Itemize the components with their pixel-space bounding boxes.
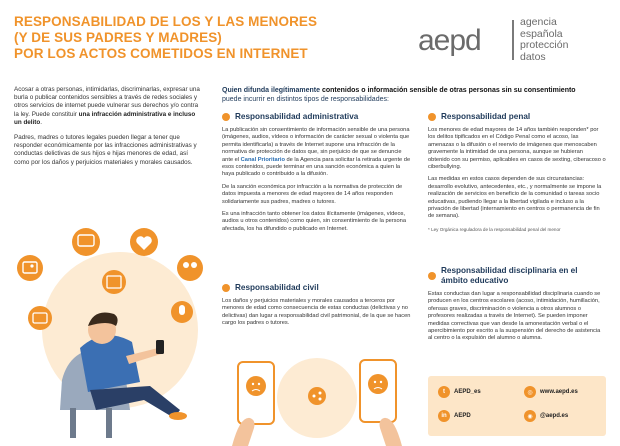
teen-with-phone-illustration	[10, 180, 210, 440]
linkedin-link[interactable]: in AEPD	[438, 410, 471, 422]
civil-section	[222, 283, 412, 333]
website-link[interactable]: ◎ www.aepd.es	[524, 386, 578, 398]
sad-face-icon	[246, 376, 266, 396]
logo-divider	[512, 20, 514, 60]
intro-paragraph-1: Acosar a otras personas, intimidarlas, discriminarlas, expresar una burla o publicar contenidos sensibles a través de redes sociales y otros servicios de internet puede vulnerar sus derechos y/o contra la ley. Puede constituir una infracción administrativa e incluso un delito.	[14, 86, 200, 126]
title-line-1: RESPONSABILIDAD DE LOS Y LAS MENORES	[14, 14, 318, 29]
logo-sub-line: datos	[520, 50, 546, 63]
logo-sub-line: protección	[520, 39, 569, 51]
phone	[156, 340, 164, 354]
video-icon	[102, 270, 126, 294]
logo-sub-line: española	[520, 27, 563, 40]
bullet-dot-icon	[428, 113, 436, 121]
message-icon	[72, 228, 100, 256]
title-line-2: (Y DE SUS PADRES Y MADRES)	[14, 30, 222, 45]
admin-title: Responsabilidad administrativa	[222, 112, 412, 122]
penal-title: Responsabilidad penal	[428, 112, 606, 122]
intro-paragraph-2: Padres, madres o tutores legales pueden llegar a tener que responder económicamente por las infracciones administrativas y conductas delictivas de sus hijos e hijas menores de edad, así como por los daños y perjuicios materiales y morales causados.	[14, 134, 197, 166]
twitter-link[interactable]: t AEPD_es	[438, 386, 481, 398]
share-icon	[308, 387, 326, 405]
admin-paragraph-1: La publicación sin consentimiento de información sensible de una persona (imágenes, audios, vídeos o información de carácter sexual o violenta que permita identificarla) a través de Internet supone una infracción de la normativa de protección de datos que, sin perjuicio de que se denuncie ante el Canal Prioritario de la Agencia para solicitar la retirada urgente de esos contenidos, puede terminar en una sanción económica a quien la haya publicado o contribuido a la difusión.	[222, 127, 411, 178]
disciplinary-title: Responsabilidad disciplinaria en el ámbito educativo	[428, 266, 606, 286]
penal-footnote: * Ley Orgánica reguladora de la responsabilidad penal del menor	[428, 226, 561, 232]
bullet-dot-icon	[428, 272, 436, 280]
right-phone	[360, 360, 402, 446]
bullet-dot-icon	[222, 284, 230, 292]
penal-paragraph-1: Los menores de edad mayores de 14 años también responden* por los delitos tipificados en el Código Penal como el acoso, las amenazas o la difusión o el reenvío de imágenes que menoscaben gravemente la intimidad de una persona, aunque se hubieran obtenido con su permiso, aplicables en casos de sexting, ciberacoso o ciberbullying.	[428, 127, 606, 171]
logo-wordmark: aepd	[418, 24, 481, 57]
intro-text	[14, 86, 202, 174]
penal-section	[428, 112, 606, 238]
civil-title: Responsabilidad civil	[222, 283, 412, 293]
instagram-icon: ◉	[524, 410, 536, 422]
camera-icon	[28, 306, 52, 330]
title-line-3: POR LOS ACTOS COMETIDOS EN INTERNET	[14, 46, 308, 61]
penal-paragraph-2: Las medidas en estos casos dependen de sus circunstancias: desarrollo evolutivo, antecedentes, etc., y normalmente se impone la realización de servicios en beneficio de la comunidad o tareas socio educativas, pudiendo llegar a la libertad vigilada e incluso a la privación de libertad (internamiento en centros o permanencia de fin de semana).	[428, 176, 602, 220]
teen-shirt	[80, 335, 140, 392]
photo-icon	[17, 255, 43, 281]
civil-paragraph-1: Los daños y perjuicios materiales y morales causados a terceros por menores de edad como consecuencia de estas conductas (delictivas y no delictivas) dan lugar a responsabilidad civil patrimonial, de la que se hacen cargo los padres o tutores.	[222, 298, 411, 327]
admin-paragraph-3: Es una infracción tanto obtener los datos ilícitamente (imágenes, vídeos, audios u otros contenidos) como quien, sin consentimiento de la persona afectada, los ha difundido o publicado en Internet.	[222, 211, 407, 232]
logo-sub-line: agencia	[520, 16, 557, 28]
admin-paragraph-2: De la sanción económica por infracción a la normativa de protección de datos impuesta a menores de edad mayores de 14 años responden solidariamente sus padres, madres o tutores.	[222, 183, 403, 205]
canal-prioritario-link[interactable]: Canal Prioritario	[240, 156, 285, 163]
instagram-link[interactable]: ◉ @aepd.es	[524, 410, 568, 422]
contact-box	[428, 376, 606, 436]
linkedin-icon: in	[438, 410, 450, 422]
logo-subtitle	[520, 17, 568, 63]
twitter-icon: t	[438, 386, 450, 398]
sad-face-icon	[368, 374, 388, 394]
hands-phones-illustration	[222, 348, 412, 446]
disciplinary-section	[428, 266, 606, 348]
aepd-logo	[416, 14, 616, 66]
bullet-dot-icon	[222, 113, 230, 121]
group-icon	[177, 255, 203, 281]
admin-section	[222, 112, 412, 238]
globe-icon: ◎	[524, 386, 536, 398]
left-phone	[232, 362, 274, 446]
disciplinary-paragraph-1: Estas conductas dan lugar a responsabilidad disciplinaria cuando se producen en los centros escolares (acoso, intimidación, humillación, ofensas graves, discriminación o violencia a otros alumnos o profesores realizadas a través de Internet). Se pueden imponer medidas correctivas que van desde la amonestación verbal o el apercibimiento por escrito a la suspensión del derecho de asistencia al centro o la expulsión del alumno o alumna.	[428, 291, 601, 342]
page-title	[14, 14, 374, 62]
lead-text: Quien difunda ilegítimamente contenidos o información sensible de otras personas sin su consentimiento puede incurrir en distintos tipos de responsabilidades:	[222, 87, 576, 103]
